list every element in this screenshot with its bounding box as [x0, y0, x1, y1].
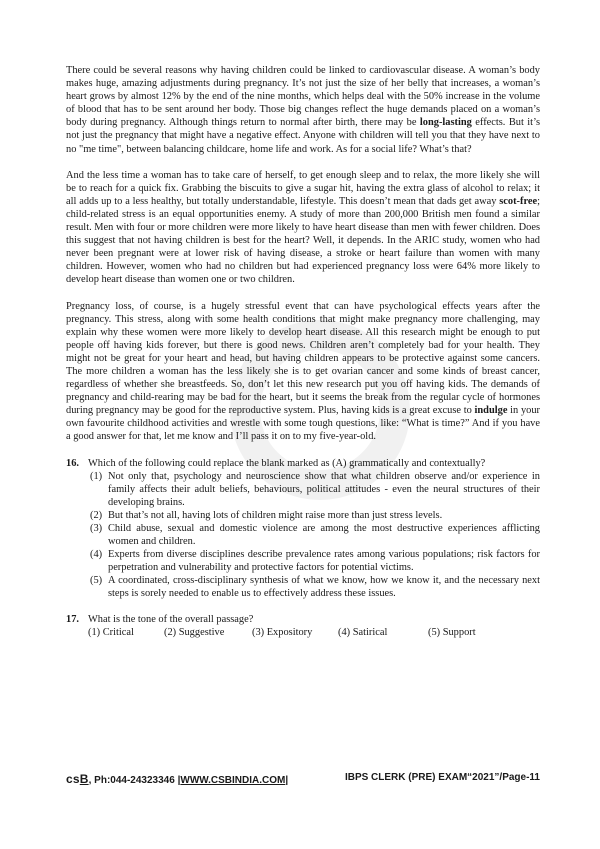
passage-paragraph-3	[66, 300, 540, 444]
option-number: (5)	[90, 575, 103, 587]
question-number: 16.	[66, 457, 79, 469]
footer-separator: |	[285, 775, 289, 786]
option-4[interactable]: (4) Satirical	[338, 626, 388, 638]
question-16	[66, 457, 540, 601]
paragraph-text: effects. But it’s not just the pregnancy that might have a negative effect. Anyone with children will tell you that they have next to no "me time", between balancing childcare, home life and work. As for a social life? What’s that?	[66, 117, 540, 155]
option-5[interactable]: (5) Support	[428, 626, 476, 638]
option-text: Experts from diverse disciplines describe prevalence rates among various populations; risk factors for perpetration and vulnerability and protective factors for potential victims.	[108, 549, 540, 574]
option-number: (3)	[90, 523, 103, 534]
page-content	[66, 64, 540, 639]
option-1[interactable]	[90, 470, 540, 509]
option-5[interactable]	[90, 574, 540, 600]
paragraph-text: Pregnancy loss, of course, is a hugely stressful event that can have psychological effects years after the pregnancy. This stress, along with some health conditions that might make pregnancy more challenging, may explain why these women were more likely to develop heart disease. All this research might be enough to put people off having kids forever, but there is good news. Children aren’t completely bad for your health. They might not be great for your heart and head, but having children appears to be protective against some cancers. The more children a woman has the less likely she is to get ovarian cancer and some kinds of breast cancer, regardless of whether she breastfeeds. So, don’t let this new research put you off having kids. The demands of pregnancy and child-rearing may be bad for the heart, but it seems the break from the regular cycle of hormones during pregnancy may be good for the reproductive system. Plus, having kids is a great excuse to	[66, 300, 540, 417]
page-footer	[66, 772, 540, 786]
option-2[interactable]: (2) Suggestive	[164, 626, 225, 638]
option-text: But that’s not all, having lots of children might raise more than just stress levels.	[108, 509, 443, 521]
question-17	[66, 613, 540, 639]
highlight-word: indulge	[474, 405, 508, 417]
option-2[interactable]	[90, 509, 540, 522]
option-text: A coordinated, cross-disciplinary synthesis of what we know, how we know it, and the necessary next steps is sorely needed to enable us to effectively address these issues.	[108, 575, 540, 600]
paragraph-text: And the less time a woman has to take care of herself, to get enough sleep and to relax, the more likely she will be to reach for a quick fix. Grabbing the biscuits to give a sugar hit, having the extra glass of alcohol to relax; it all adds up to a less healthy, but totally understandable, lifestyle. This doesn’t mean that dads get away	[66, 169, 540, 207]
option-text: Not only that, psychology and neuroscience show that what children observe and/or experience in family affects their adult beliefs, behaviours, political attitudes - even the neural structures of their developing brains.	[108, 470, 540, 508]
option-number: (2)	[90, 509, 103, 521]
option-3[interactable]: (3) Expository	[252, 626, 313, 638]
question-text: What is the tone of the overall passage?	[88, 613, 254, 625]
option-number: (4)	[90, 549, 103, 561]
paragraph-text: ; child-related stress is an equal opportunities enemy. A study of more than 200,000 British men found a similar result. Men with four or more children were more likely to have heart disease than men with fewer children. Does this suggest that not having children is best for the heart? Well, it depends. In the ARIC study, women who had never been pregnant were at lower risk of having disease, a stroke or heart failure than women with many children. However, women who had no children but had experienced pregnancy loss were 64% more likely to develop heart disease than women one or two children.	[66, 195, 540, 286]
footer-phone: , Ph:044-24323346 |	[88, 775, 181, 786]
paragraph-text: in your own favourite childhood activities and wrestle with some tough questions, like: “What is time?” And if you have a good answer for that, let me know and I’ll pass it on to my five-year-old.	[66, 405, 540, 443]
passage-paragraph-1	[66, 64, 540, 156]
passage-paragraph-2	[66, 169, 540, 287]
option-4[interactable]	[90, 548, 540, 574]
brand-text: cs	[66, 772, 80, 786]
question-text: Which of the following could replace the blank marked as (A) grammatically and contextually?	[88, 457, 486, 469]
option-1[interactable]: (1) Critical	[88, 626, 134, 638]
highlight-word: long-lasting	[419, 117, 472, 129]
highlight-word: scot-free	[499, 195, 538, 207]
option-text: Child abuse, sexual and domestic violence are among the most destructive experiences afflicting women and children.	[108, 523, 540, 548]
footer-page-label: IBPS CLERK (PRE) EXAM“2021”/Page-11	[344, 772, 540, 783]
question-number: 17.	[66, 613, 79, 625]
option-3[interactable]	[90, 522, 540, 548]
footer-left	[66, 772, 288, 786]
brand-letter: B	[79, 772, 89, 786]
footer-website-link[interactable]: WWW.CSBINDIA.COM	[180, 775, 286, 786]
paragraph-text: There could be several reasons why having children could be linked to cardiovascular disease. A woman’s body makes huge, amazing adjustments during pregnancy. It’s not just the size of her belly that increases, a woman’s heart grows by almost 12% by the end of the nine months, which helps deal with the 50% increase in the volume of blood that has to be sent around her body. Those big changes reflect the huge demands placed on a woman’s body during pregnancy. Although things return to normal after birth, there may be	[66, 65, 540, 129]
option-number: (1)	[90, 470, 103, 482]
option-row	[88, 626, 540, 639]
brand-logo-text	[66, 772, 89, 786]
